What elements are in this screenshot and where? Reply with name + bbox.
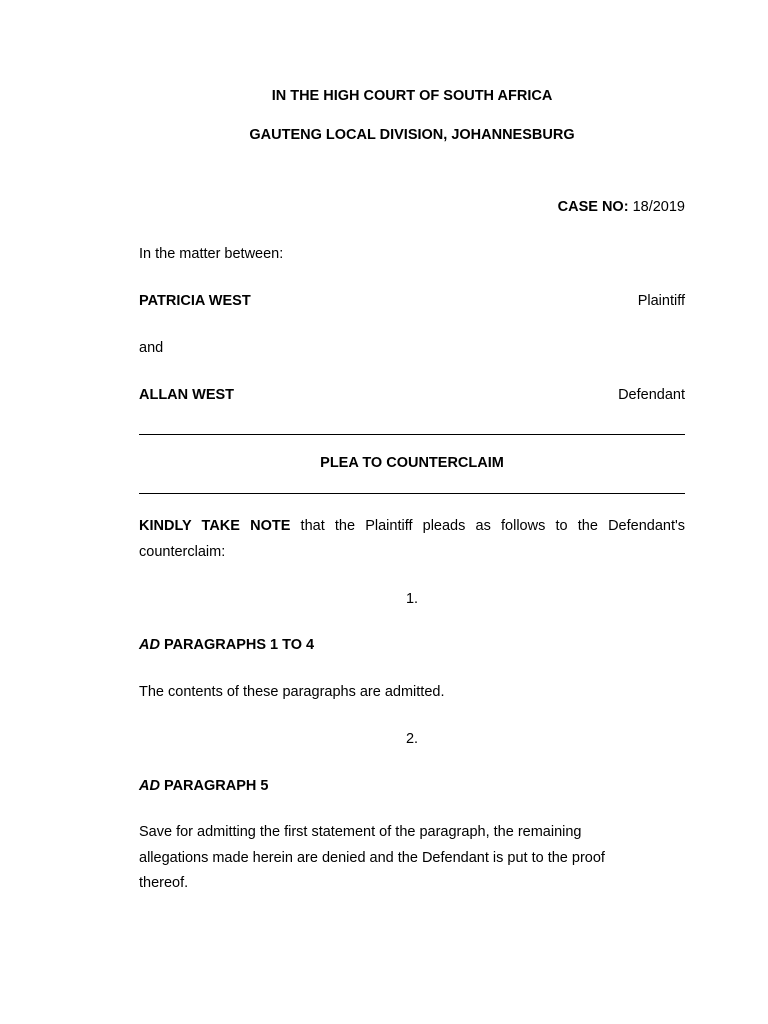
intro-paragraph xyxy=(139,513,685,565)
case-number-value: 18/2019 xyxy=(632,199,685,215)
section-heading xyxy=(139,777,268,795)
intro-text: that the Plaintiff pleads as follows to the Defendant's counterclaim: xyxy=(139,518,685,560)
document-title: PLEA TO COUNTERCLAIM xyxy=(320,455,504,471)
section-body: Save for admitting the first statement of the paragraph, the remaining allegations made herein are denied and the Defendant is put to the proof thereof. xyxy=(139,824,605,891)
title-rule-bottom xyxy=(139,493,685,494)
section-heading-text: PARAGRAPH 5 xyxy=(159,778,269,794)
section-heading xyxy=(139,636,314,654)
section-heading-text: PARAGRAPHS 1 TO 4 xyxy=(159,637,315,653)
section-number: 2. xyxy=(405,731,419,747)
plaintiff-role: Plaintiff xyxy=(637,293,685,309)
section-heading-ad: AD xyxy=(139,637,160,653)
plaintiff-name: PATRICIA WEST xyxy=(139,293,251,309)
matter-intro: In the matter between: xyxy=(139,246,284,262)
court-division: GAUTENG LOCAL DIVISION, JOHANNESBURG xyxy=(249,127,575,143)
party-conjunction: and xyxy=(139,340,164,356)
defendant-role: Defendant xyxy=(618,387,685,403)
defendant-name: ALLAN WEST xyxy=(139,387,235,403)
case-number-line xyxy=(558,198,685,216)
section-body: The contents of these paragraphs are admitted. xyxy=(139,684,445,700)
case-number-label: CASE NO: xyxy=(557,199,629,215)
section-number: 1. xyxy=(405,591,419,607)
section-heading-ad: AD xyxy=(139,778,160,794)
intro-lead: KINDLY TAKE NOTE xyxy=(139,518,291,534)
title-rule-top xyxy=(139,434,685,435)
court-name: IN THE HIGH COURT OF SOUTH AFRICA xyxy=(271,88,553,104)
